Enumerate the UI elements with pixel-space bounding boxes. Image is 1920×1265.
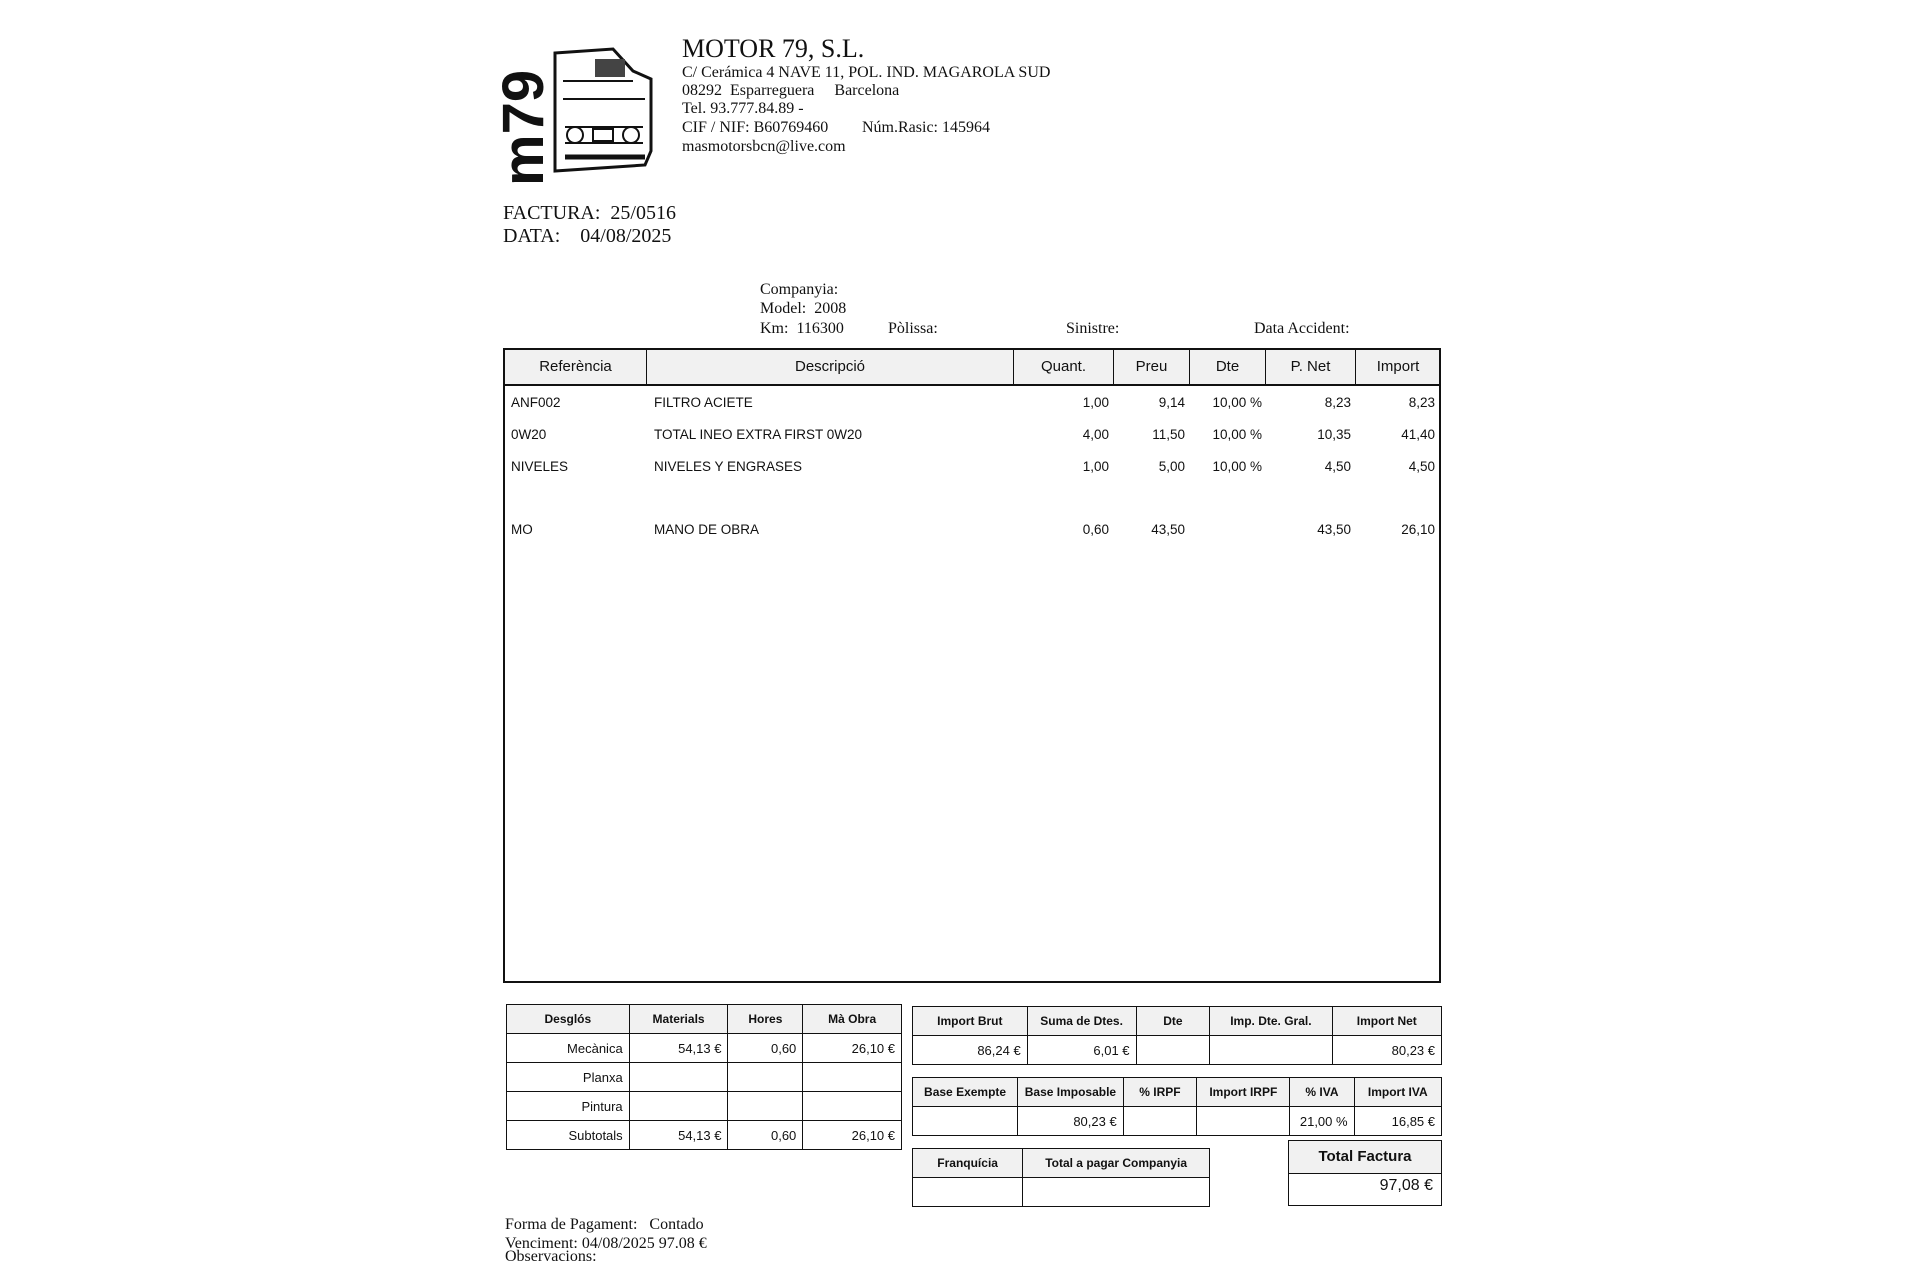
lines-table-header [505, 350, 1439, 386]
header-referencia: Referència [505, 350, 647, 384]
company-cif: CIF / NIF: B60769460 [682, 119, 829, 136]
model-label: Model: [760, 300, 807, 317]
total-factura-value: 97,08 € [1379, 1177, 1433, 1194]
data-line [503, 225, 671, 248]
company-num-rasic: Núm.Rasic: 145964 [862, 119, 990, 136]
factura-number: 25/0516 [610, 202, 676, 224]
breakdown-label: Planxa [507, 1063, 630, 1092]
value-import-iva: 16,85 € [1354, 1107, 1441, 1136]
value-import-irpf [1197, 1107, 1290, 1136]
value-import-brut: 86,24 € [913, 1036, 1028, 1065]
breakdown-row [507, 1092, 902, 1121]
factura-line [503, 202, 676, 225]
cell-dte: 10,00 % [1212, 427, 1262, 442]
breakdown-hores: 0,60 [728, 1034, 803, 1063]
cell-dte: 10,00 % [1212, 459, 1262, 474]
factura-label: FACTURA: [503, 202, 601, 224]
sinistre-label: Sinistre: [1066, 320, 1120, 337]
header-import-brut: Import Brut [913, 1007, 1028, 1036]
cell-ref: ANF002 [511, 395, 561, 410]
breakdown-hores: 0,60 [728, 1121, 803, 1150]
cell-pnet: 43,50 [1317, 522, 1351, 537]
breakdown-ma-obra [803, 1092, 902, 1121]
breakdown-row [507, 1034, 902, 1063]
province: Barcelona [834, 82, 900, 99]
cell-pnet: 10,35 [1317, 427, 1351, 442]
data-accident-label: Data Accident: [1254, 320, 1350, 337]
cell-desc: TOTAL INEO EXTRA FIRST 0W20 [654, 427, 863, 442]
header-base-imposable: Base Imposable [1018, 1078, 1124, 1107]
breakdown-header-materials: Materials [629, 1005, 728, 1034]
forma-pagament-value: Contado [649, 1216, 704, 1233]
model-value: 2008 [814, 300, 847, 317]
table-row [505, 424, 1439, 446]
forma-pagament-line [505, 1216, 704, 1234]
data-value: 04/08/2025 [580, 225, 672, 247]
venciment-line: Venciment: 04/08/2025 97.08 € [505, 1235, 707, 1252]
total-factura-label: Total Factura [1289, 1141, 1441, 1174]
company-name: MOTOR 79, S.L. [682, 34, 865, 63]
header-import-iva: Import IVA [1354, 1078, 1441, 1107]
header-import-net: Import Net [1332, 1007, 1441, 1036]
value-imp-dte-gral [1210, 1036, 1332, 1065]
table-row [505, 392, 1439, 414]
breakdown-header-hores: Hores [728, 1005, 803, 1034]
breakdown-header-desglos: Desglós [507, 1005, 630, 1034]
header-imp-dte-gral: Imp. Dte. Gral. [1210, 1007, 1332, 1036]
breakdown-ma-obra [803, 1063, 902, 1092]
cell-price: 43,50 [1151, 522, 1185, 537]
forma-pagament-label: Forma de Pagament: [505, 1216, 638, 1233]
header-franquicia: Franquícia [913, 1149, 1023, 1178]
breakdown-table [506, 1004, 902, 1150]
cell-import: 8,23 [1408, 395, 1435, 410]
header-descripcio: Descripció [647, 350, 1014, 384]
observacions-label: Observacions: [505, 1248, 597, 1265]
cell-ref: MO [511, 522, 533, 537]
company-address: C/ Cerámica 4 NAVE 11, POL. IND. MAGAROLA SUD [682, 64, 1051, 81]
city: Esparreguera [730, 82, 815, 99]
data-label: DATA: [503, 225, 561, 247]
header-preu: Preu [1114, 350, 1190, 384]
breakdown-header-ma-obra: Mà Obra [803, 1005, 902, 1034]
model-line [760, 300, 846, 318]
logo-text: m79 [491, 69, 556, 186]
totals-franquicia-table [912, 1148, 1210, 1207]
companyia-label: Companyia: [760, 281, 839, 298]
header-pct-iva: % IVA [1290, 1078, 1354, 1107]
invoice-lines-table [503, 348, 1441, 983]
company-city-line [682, 82, 899, 100]
cell-price: 9,14 [1158, 395, 1185, 410]
header-quant: Quant. [1014, 350, 1114, 384]
cell-desc: NIVELES Y ENGRASES [654, 459, 803, 474]
breakdown-materials: 54,13 € [629, 1121, 728, 1150]
totals-franquicia-row [913, 1178, 1210, 1207]
header-suma-dtes: Suma de Dtes. [1027, 1007, 1136, 1036]
value-dte-total [1136, 1036, 1210, 1065]
totals-import-table [912, 1006, 1442, 1065]
header-pnet: P. Net [1266, 350, 1356, 384]
totals-tax-table [912, 1077, 1442, 1136]
cell-desc: MANO DE OBRA [654, 522, 760, 537]
breakdown-ma-obra: 26,10 € [803, 1034, 902, 1063]
postal-code: 08292 [682, 82, 722, 99]
header-import: Import [1376, 358, 1420, 375]
header-dte-total: Dte [1136, 1007, 1210, 1036]
cell-ref: NIVELES [511, 459, 569, 474]
breakdown-materials [629, 1092, 728, 1121]
value-pct-irpf [1123, 1107, 1197, 1136]
breakdown-row [507, 1063, 902, 1092]
breakdown-materials [629, 1063, 728, 1092]
total-factura-box [1288, 1140, 1442, 1206]
cell-price: 11,50 [1152, 427, 1185, 442]
cell-ref: 0W20 [511, 427, 547, 442]
cell-price: 5,00 [1158, 459, 1185, 474]
header-base-exempte: Base Exempte [913, 1078, 1018, 1107]
value-base-exempte [913, 1107, 1018, 1136]
breakdown-hores [728, 1092, 803, 1121]
totals-tax-row [913, 1107, 1442, 1136]
header-import-irpf: Import IRPF [1197, 1078, 1290, 1107]
km-value: 116300 [796, 320, 844, 337]
breakdown-materials: 54,13 € [629, 1034, 728, 1063]
header-pct-irpf: % IRPF [1123, 1078, 1197, 1107]
cell-desc: FILTRO ACIETE [654, 395, 753, 410]
cell-import: 26,10 [1401, 522, 1435, 537]
cell-import: 4,50 [1408, 459, 1435, 474]
breakdown-row [507, 1121, 902, 1150]
value-import-net: 80,23 € [1332, 1036, 1441, 1065]
value-franquicia [913, 1178, 1023, 1207]
breakdown-label: Pintura [507, 1092, 630, 1121]
breakdown-label: Mecànica [507, 1034, 630, 1063]
breakdown-hores [728, 1063, 803, 1092]
km-line [760, 320, 844, 338]
value-base-imposable: 80,23 € [1018, 1107, 1124, 1136]
table-row [505, 456, 1439, 478]
cell-qty: 1,00 [1082, 459, 1109, 474]
table-row [505, 519, 1439, 541]
cell-pnet: 4,50 [1324, 459, 1351, 474]
cell-qty: 4,00 [1082, 427, 1109, 442]
breakdown-ma-obra: 26,10 € [803, 1121, 902, 1150]
header-dte: Dte [1190, 350, 1266, 384]
value-pct-iva: 21,00 % [1290, 1107, 1354, 1136]
cell-qty: 0,60 [1082, 522, 1109, 537]
company-tel: Tel. 93.777.84.89 - [682, 100, 804, 117]
value-suma-dtes: 6,01 € [1027, 1036, 1136, 1065]
value-total-companyia [1023, 1178, 1210, 1207]
cell-qty: 1,00 [1082, 395, 1109, 410]
polissa-label: Pòlissa: [888, 320, 938, 337]
cell-pnet: 8,23 [1324, 395, 1351, 410]
km-label: Km: [760, 320, 789, 337]
breakdown-label: Subtotals [507, 1121, 630, 1150]
cell-import: 41,40 [1401, 427, 1435, 442]
company-email: masmotorsbcn@live.com [682, 138, 846, 155]
totals-import-row [913, 1036, 1442, 1065]
cell-dte: 10,00 % [1212, 395, 1262, 410]
header-total-companyia: Total a pagar Companyia [1023, 1149, 1210, 1178]
company-logo [491, 31, 655, 191]
